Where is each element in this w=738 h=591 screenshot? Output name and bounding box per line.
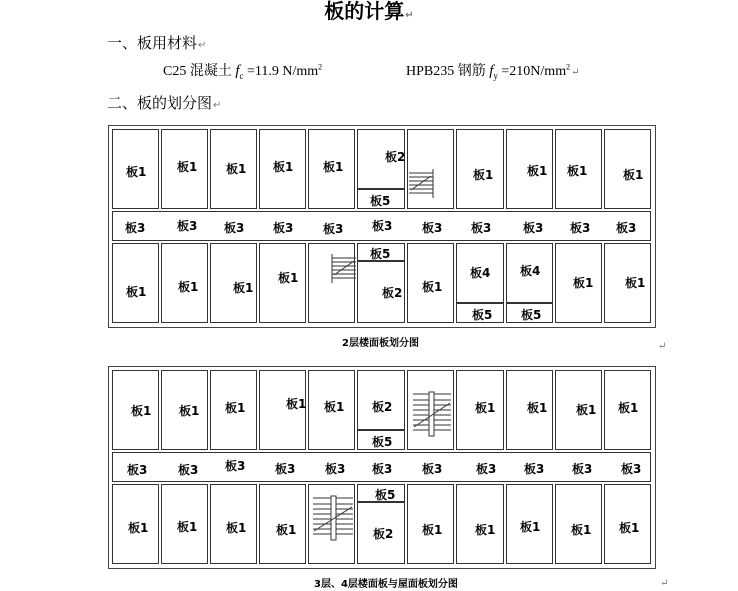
- slab-label: 板1: [225, 401, 246, 415]
- slab-label: 板4: [470, 266, 491, 280]
- slab-label: 板3: [471, 221, 492, 235]
- slab-cell: [604, 243, 651, 323]
- slab-cell: [506, 243, 553, 303]
- slab-label: 板1: [278, 271, 299, 285]
- slab-label: 板5: [472, 308, 493, 322]
- slab-label: 板3: [273, 221, 294, 235]
- floor-plan-3-4-roof: [108, 366, 656, 569]
- slab-label: 板3: [325, 462, 346, 476]
- slab-label: 板1: [527, 401, 548, 415]
- slab-cell: [357, 502, 405, 564]
- slab-cell: [210, 243, 257, 323]
- slab-cell: [555, 370, 602, 450]
- slab-label: 板2: [385, 150, 406, 164]
- slab-label: 板3: [572, 462, 593, 476]
- slab-label: 板1: [625, 276, 646, 290]
- slab-cell: [407, 243, 454, 323]
- slab-label: 板1: [323, 160, 344, 174]
- slab-label: 板3: [524, 462, 545, 476]
- slab-label: 板1: [475, 523, 496, 537]
- slab-cell: [357, 261, 405, 323]
- slab-cell: [112, 370, 159, 450]
- slab-cell: [357, 189, 405, 209]
- slab-label: 板5: [370, 194, 391, 208]
- slab-label: 板1: [226, 521, 247, 535]
- slab-label: 板1: [276, 523, 297, 537]
- slab-label: 板1: [126, 165, 147, 179]
- slab-label: 板5: [370, 247, 391, 261]
- slab-cell: [112, 129, 159, 209]
- slab-cell: [357, 129, 405, 189]
- slab-label: 板3: [127, 463, 148, 477]
- slab-label: 板3: [570, 221, 591, 235]
- slab-label: 板1: [567, 164, 588, 178]
- slab-label: 板1: [422, 280, 443, 294]
- slab-label: 板1: [131, 404, 152, 418]
- slab-cell: [308, 370, 355, 450]
- material-steel: HPB235 钢筋 $f_y$ $=210N/mm^2↵$: [406, 62, 580, 81]
- slab-label: 板3: [621, 462, 642, 476]
- slab-cell: [357, 243, 405, 261]
- slab-cell: [456, 303, 504, 323]
- slab-label: 板3: [224, 221, 245, 235]
- slab-label: 板3: [323, 222, 344, 236]
- slab-label: 板3: [275, 462, 296, 476]
- slab-label: 板3: [422, 221, 443, 235]
- slab-cell: [506, 370, 553, 450]
- slab-cell: [357, 484, 405, 502]
- stair-icon: [408, 168, 435, 200]
- slab-cell: [161, 484, 208, 564]
- slab-cell: [357, 430, 405, 450]
- slab-label: 板2: [372, 400, 393, 414]
- slab-label: 板1: [619, 521, 640, 535]
- slab-label: 板1: [286, 397, 307, 411]
- slab-cell: [259, 484, 306, 564]
- slab-label: 板1: [520, 520, 541, 534]
- stair-icon: [310, 495, 356, 543]
- slab-label: 板3: [125, 221, 146, 235]
- section-heading-division: 二、板的划分图↵: [107, 94, 222, 112]
- slab-label: 板1: [177, 520, 198, 534]
- slab-label: 板1: [422, 523, 443, 537]
- slab-label: 板1: [618, 401, 639, 415]
- slab-cell: [604, 370, 651, 450]
- slab-label: 板1: [226, 162, 247, 176]
- slab-label: 板3: [177, 219, 198, 233]
- slab-label: 板2: [382, 286, 403, 300]
- slab-cell: [210, 129, 257, 209]
- slab-label: 板1: [324, 400, 345, 414]
- section-heading-materials: 一、板用材料↵: [107, 34, 207, 52]
- slab-cell: [506, 484, 553, 564]
- slab-cell: [161, 370, 208, 450]
- slab-label: 板1: [573, 276, 594, 290]
- stair-icon: [331, 253, 357, 285]
- stair-well: [407, 129, 454, 209]
- slab-label: 板3: [422, 462, 443, 476]
- slab-cell: [161, 129, 208, 209]
- slab-label: 板3: [372, 462, 393, 476]
- slab-cell: [506, 303, 553, 323]
- slab-cell: [407, 484, 454, 564]
- slab-cell: [259, 129, 306, 209]
- slab-label: 板1: [475, 401, 496, 415]
- floor-plan-2: [108, 125, 656, 328]
- slab-cell: [555, 243, 602, 323]
- slab-label: 板5: [372, 435, 393, 449]
- slab-cell: [210, 484, 257, 564]
- slab-cell: [456, 370, 504, 450]
- slab-label: 板1: [571, 523, 592, 537]
- slab-label: 板1: [576, 403, 597, 417]
- plan-caption: 2层楼面板划分图: [342, 338, 419, 349]
- slab-cell: [555, 129, 602, 209]
- slab-cell: [308, 129, 355, 209]
- slab-label: 板1: [473, 168, 494, 182]
- paragraph-mark: ↵: [658, 341, 667, 352]
- slab-label: 板1: [233, 281, 254, 295]
- slab-cell: [456, 129, 504, 209]
- slab-label: 板3: [476, 462, 497, 476]
- slab-label: 板2: [373, 527, 394, 541]
- slab-label: 板5: [521, 308, 542, 322]
- slab-label: 板1: [128, 521, 149, 535]
- slab-label: 板1: [126, 285, 147, 299]
- slab-cell: [112, 484, 159, 564]
- stair-well: [308, 243, 355, 323]
- stair-icon: [410, 391, 454, 439]
- slab-label: 板1: [273, 160, 294, 174]
- slab-cell: [604, 484, 651, 564]
- slab-label: 板1: [623, 168, 644, 182]
- plan-caption: 3层、4层楼面板与屋面板划分图: [314, 579, 458, 590]
- slab-cell: [259, 243, 306, 323]
- slab-cell: [112, 243, 159, 323]
- slab-cell: [604, 129, 651, 209]
- slab-label: 板3: [372, 219, 393, 233]
- slab-label: 板1: [178, 280, 199, 294]
- slab-label: 板3: [178, 463, 199, 477]
- slab-cell: [210, 370, 257, 450]
- stair-well: [407, 370, 454, 450]
- slab-cell: [456, 484, 504, 564]
- slab-label: 板1: [177, 160, 198, 174]
- slab-label: 板3: [225, 459, 246, 473]
- slab-label: 板4: [520, 264, 541, 278]
- slab-label: 板1: [179, 404, 200, 418]
- slab-label: 板3: [616, 221, 637, 235]
- slab-label: 板1: [527, 164, 548, 178]
- stair-well: [308, 484, 355, 564]
- slab-label: 板5: [375, 488, 396, 502]
- paragraph-mark: ↵: [660, 578, 669, 589]
- slab-cell: [555, 484, 602, 564]
- slab-cell: [259, 370, 306, 450]
- slab-cell: [456, 243, 504, 303]
- slab-cell: [506, 129, 553, 209]
- material-concrete: C25 混凝土 $f_c =11.9$ $N/mm^2$: [163, 62, 323, 81]
- slab-cell: [357, 370, 405, 430]
- page-title: 板的计算↵: [324, 0, 414, 23]
- slab-label: 板3: [523, 221, 544, 235]
- slab-cell: [161, 243, 208, 323]
